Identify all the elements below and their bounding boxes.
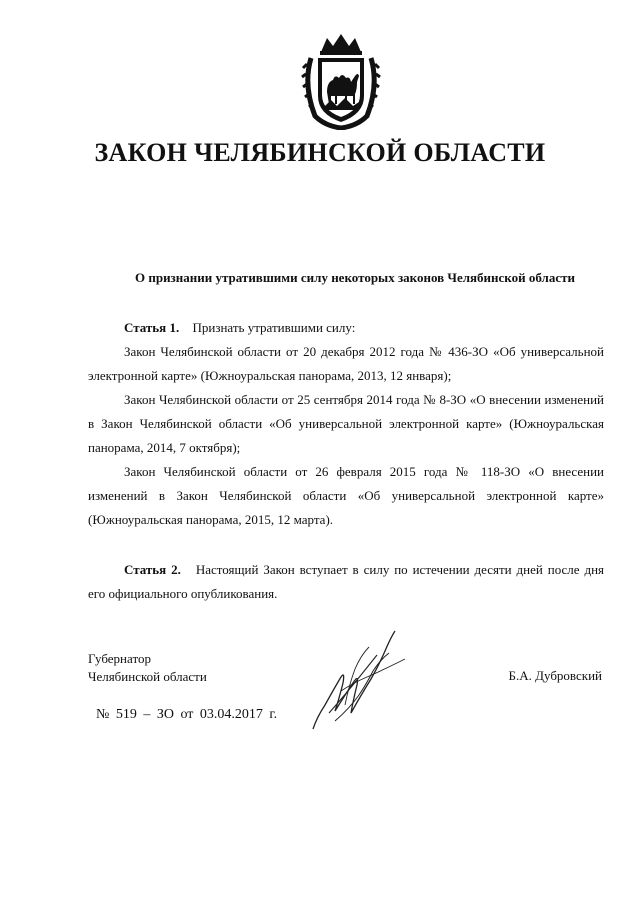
- governor-position: [88, 650, 207, 686]
- article-1-label: Статья 1.: [124, 320, 180, 335]
- signature-icon: [305, 625, 415, 735]
- article-1-item: Закон Челябинской области от 20 декабря 2012 года № 436-ЗО «Об универсальной электронной карте» (Южноуральская панорама, 2013, 12 января);: [88, 344, 604, 383]
- governor-region-line: Челябинской области: [88, 669, 207, 684]
- law-subtitle: О признании утратившими силу некоторых законов Челябинской области: [134, 270, 575, 285]
- article-1-lead: Признать утратившими силу:: [192, 320, 356, 335]
- article-1-heading: [88, 316, 604, 340]
- article-2-label: Статья 2.: [124, 562, 181, 577]
- law-registration-number: № 519 – ЗО от 03.04.2017 г.: [96, 707, 278, 722]
- article-2-text: Настоящий Закон вступает в силу по истечении десяти дней после дня его официального опубликования.: [88, 562, 605, 601]
- coat-of-arms-icon: [301, 30, 381, 130]
- article-1-item: Закон Челябинской области от 25 сентября 2014 года № 8-ЗО «О внесении изменений в Закон Челябинской области «Об универсальной электронной карте» (Южноуральская панорама, 2014, 7 октября);: [88, 392, 604, 455]
- article-2-paragraph: [88, 558, 604, 606]
- article-1-item: Закон Челябинской области от 26 февраля 2015 года № 118-ЗО «О внесении изменений в Закон Челябинской области «Об универсальной электронной карте» (Южноуральская панорама, 2015, 12 марта).: [88, 464, 604, 527]
- governor-name: Б.А. Дубровский: [508, 668, 602, 683]
- law-title: ЗАКОН ЧЕЛЯБИНСКОЙ ОБЛАСТИ: [94, 138, 546, 167]
- governor-title-line: Губернатор: [88, 651, 151, 666]
